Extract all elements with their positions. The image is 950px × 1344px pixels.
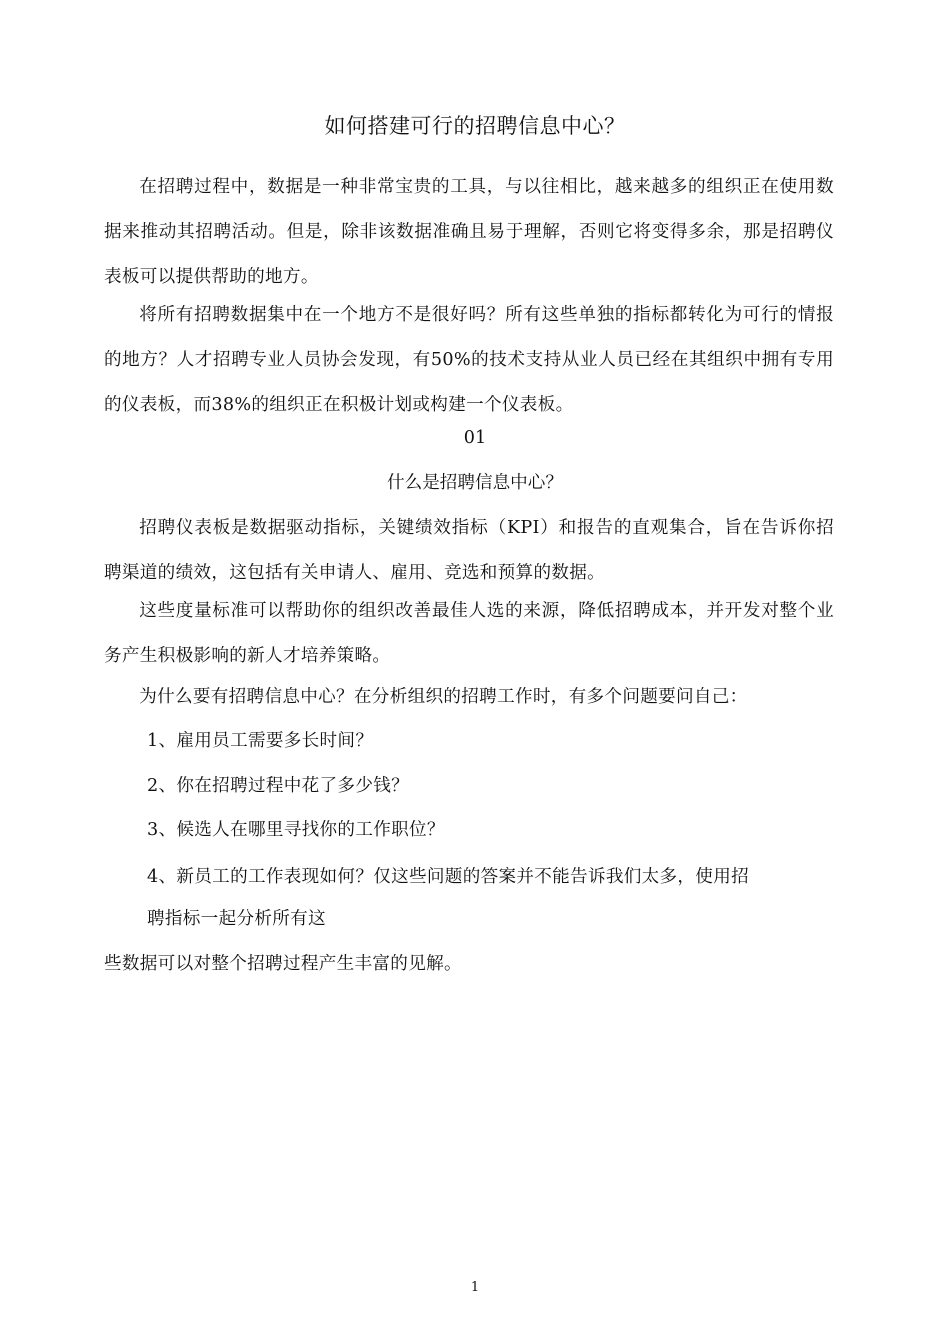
section-paragraph-2: 这些度量标准可以帮助你的组织改善最佳人选的来源，降低招聘成本，并开发对整个业务产生积极影响的新人才培养策略。 [104,601,834,666]
closing-line: 些数据可以对整个招聘过程产生丰富的见解。 [104,954,462,974]
section-paragraph-3: 为什么要有招聘信息中心？在分析组织的招聘工作时，有多个问题要问自己： [139,687,748,707]
question-item-3: 3、候选人在哪里寻找你的工作职位？ [147,820,445,840]
page-number: 1 [470,1280,480,1295]
document-title: 如何搭建可行的招聘信息中心？ [324,114,626,138]
intro-paragraph-2: 将所有招聘数据集中在一个地方不是很好吗？所有这些单独的指标都转化为可行的情报的地方？人才招聘专业人员协会发现，有50%的技术支持从业人员已经在其组织中拥有专用的仪表板，而38%的组织正在积极计划或构建一个仪表板。 [104,305,834,415]
question-item-1: 1、雇用员工需要多长时间？ [147,731,374,751]
section-number: 01 [463,428,487,448]
question-item-2: 2、你在招聘过程中花了多少钱？ [147,776,410,796]
question-continuation: 聘指标一起分析所有这 [147,909,326,929]
question-item-4: 4、新员工的工作表现如何？仅这些问题的答案并不能告诉我们太多，使用招 [147,867,749,887]
section-title: 什么是招聘信息中心？ [387,473,563,493]
section-paragraph-1: 招聘仪表板是数据驱动指标，关键绩效指标（KPI）和报告的直观集合，旨在告诉你招聘渠道的绩效，这包括有关申请人、雇用、竞选和预算的数据。 [104,518,834,583]
intro-paragraph-1: 在招聘过程中，数据是一种非常宝贵的工具，与以往相比，越来越多的组织正在使用数据来推动其招聘活动。但是，除非该数据准确且易于理解，否则它将变得多余，那是招聘仪表板可以提供帮助的地方。 [104,177,834,287]
